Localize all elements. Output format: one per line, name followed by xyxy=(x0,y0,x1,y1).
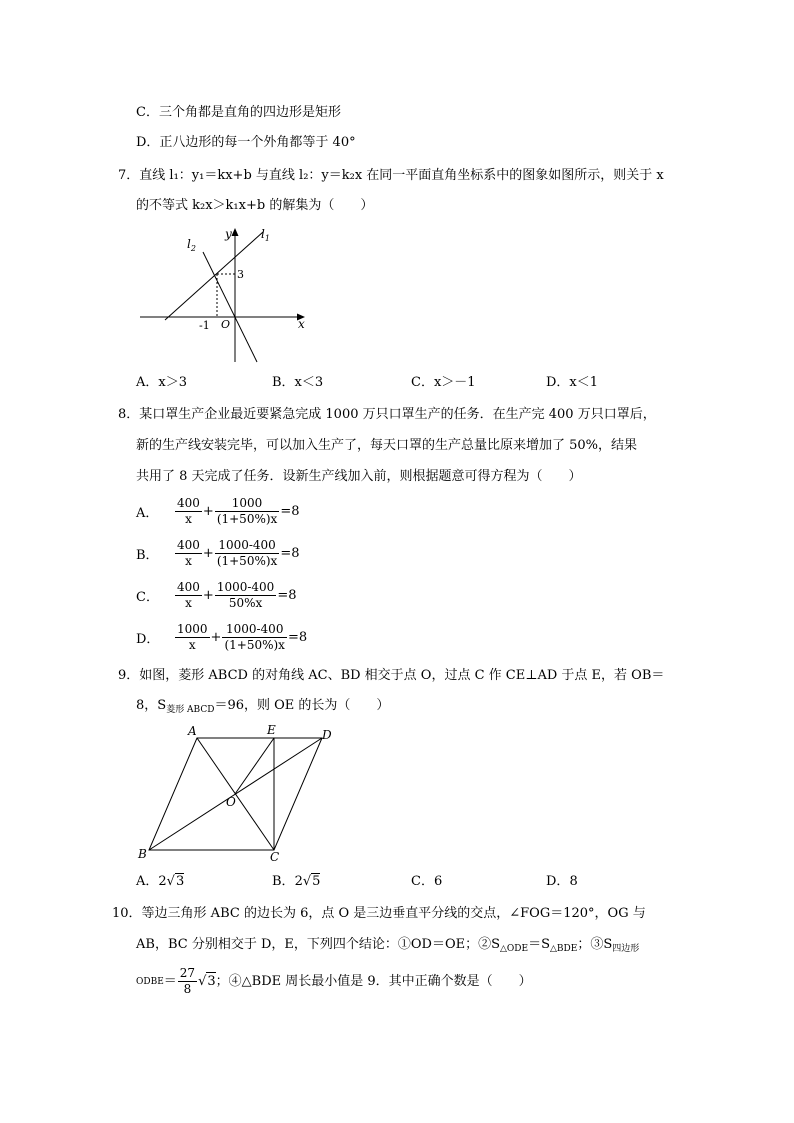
q9-stem-line2: 8，$S_{菱形 ABCD}=96$，则 OE 的长为（ ） xyxy=(136,698,390,715)
q10-number: 10． xyxy=(112,906,142,921)
q9-label-b: B xyxy=(138,847,147,861)
q7-label-origin: O xyxy=(221,318,231,331)
q8-option-d-frac1: $\frac{1000}{x}$ xyxy=(177,622,208,652)
q8-option-d-frac2: $\frac{1000-400}{(1+50\%)x}$ xyxy=(224,622,285,652)
q6-option-d: D．正八边形的每一个外角都等于 40° xyxy=(136,135,356,150)
q7-label-tick-x: -1 xyxy=(199,319,210,332)
q8-stem-line1 xyxy=(118,406,656,424)
q7-line-l2 xyxy=(203,252,257,362)
q7-label-x: x xyxy=(298,317,305,331)
q9-option-a: A．2√3 xyxy=(136,874,185,889)
q9-label-e: E xyxy=(267,723,276,737)
q9-segment-oe xyxy=(235,738,274,794)
q7-label-y: y xyxy=(225,227,232,241)
q10-stem-line1 xyxy=(112,905,646,923)
q7-label-l2: $l_2$ xyxy=(187,237,196,253)
q9-label-o: O xyxy=(226,795,236,809)
q10-line1-text: 等边三角形 ABC 的边长为 6，点 O 是三边垂直平分线的交点，∠FOG＝120°，OG 与 xyxy=(141,906,646,921)
q8-option-b-label: B． xyxy=(136,548,159,563)
q8-option-b-frac1: $\frac{400}{x}$ xyxy=(177,538,200,568)
q9-stem-line1 xyxy=(118,667,664,685)
q10-stem-line2: AB，BC 分别相交于 D，E，下列四个结论：①OD＝OE；$②S_{\triangle ODE}=S_{\triangle BDE}$；$③S_{四边形}$ xyxy=(136,937,640,954)
q9-option-b: B．2√5 xyxy=(272,874,321,889)
q8-option-c-frac2: $\frac{1000-400}{50\%x}$ xyxy=(216,580,275,610)
q8-option-a: A． $\frac{400}{x}$ + $\frac{1000}{(1+50\%)x}$ =8 xyxy=(136,496,300,526)
q7-stem-b: ₁：y₁＝kx+b 与直线 l₂：y＝k₂x 在同一平面直角坐标系中的图象如图所示，则关于 x xyxy=(173,168,664,183)
q7-line-l1 xyxy=(165,232,263,320)
q7-stem-line2: 的不等式 k₂x＞k₁x+b 的解集为（ ） xyxy=(136,198,374,213)
q7-option-a: A．x＞3 xyxy=(136,375,187,390)
q7-option-c: C．x＞－1 xyxy=(411,375,476,390)
q7-stem-line1 xyxy=(118,167,664,185)
q7-label-l1: $l_1$ xyxy=(261,227,270,243)
q9-label-c: C xyxy=(270,850,280,864)
q7-stem-a: 直线 l xyxy=(139,168,174,183)
q9-label-d: D xyxy=(322,728,332,742)
q9-option-d: D．8 xyxy=(546,874,578,889)
q9-number: 9． xyxy=(118,668,140,683)
q8-option-c: C． $\frac{400}{x}$ + $\frac{1000-400}{50\%x}$ =8 xyxy=(136,580,297,610)
q7-label-tick-y: 3 xyxy=(237,268,244,281)
q8-option-b: B． $\frac{400}{x}$ + $\frac{1000-400}{(1+50\%)x}$ =8 xyxy=(136,538,300,568)
q8-option-a-label: A． xyxy=(136,506,159,521)
q8-option-b-frac2: $\frac{1000-400}{(1+50\%)x}$ xyxy=(216,538,278,568)
q10-stem-line3: ODBE ＝ $\frac{27}{8}$ √ 3 ；④△BDE 周长最小值是 9．其中正确个数是（ ） xyxy=(136,966,532,996)
q8-option-d-label: D． xyxy=(136,632,160,647)
q8-option-a-frac2: $\frac{1000}{(1+50\%)x}$ xyxy=(216,496,278,526)
q7-number: 7． xyxy=(118,168,140,183)
q9-label-a: A xyxy=(188,724,197,738)
q7-option-d: D．x＜1 xyxy=(546,375,599,390)
q8-stem-line3: 共用了 8 天完成了任务．设新生产线加入前，则根据题意可得方程为（ ） xyxy=(136,469,582,484)
q8-option-c-label: C． xyxy=(136,590,159,605)
q8-stem-line2: 新的生产线安装完毕，可以加入生产了，每天口罩的生产总量比原来增加了 50%，结果 xyxy=(136,438,638,453)
q8-line1-text: 某口罩生产企业最近要紧急完成 1000 万只口罩生产的任务．在生产完 400 万只口罩后， xyxy=(139,407,656,422)
q8-option-a-frac1: $\frac{400}{x}$ xyxy=(177,496,200,526)
q7-y-arrow-icon xyxy=(232,228,239,236)
q8-number: 8． xyxy=(118,407,140,422)
q7-figure xyxy=(135,222,315,367)
q8-option-d: D． $\frac{1000}{x}$ + $\frac{1000-400}{(1+50\%)x}$ =8 xyxy=(136,622,308,652)
q10-fraction: $\frac{27}{8}$ xyxy=(179,966,196,996)
q9-figure xyxy=(134,722,344,867)
q8-option-c-frac1: $\frac{400}{x}$ xyxy=(177,580,200,610)
q6-option-c: C．三个角都是直角的四边形是矩形 xyxy=(136,105,341,120)
q9-option-c: C．6 xyxy=(411,874,443,889)
q9-line1-text: 如图，菱形 ABCD 的对角线 AC、BD 相交于点 O，过点 C 作 CE⊥AD 于点 E，若 OB＝ xyxy=(139,668,665,683)
q7-option-b: B．x＜3 xyxy=(272,375,324,390)
